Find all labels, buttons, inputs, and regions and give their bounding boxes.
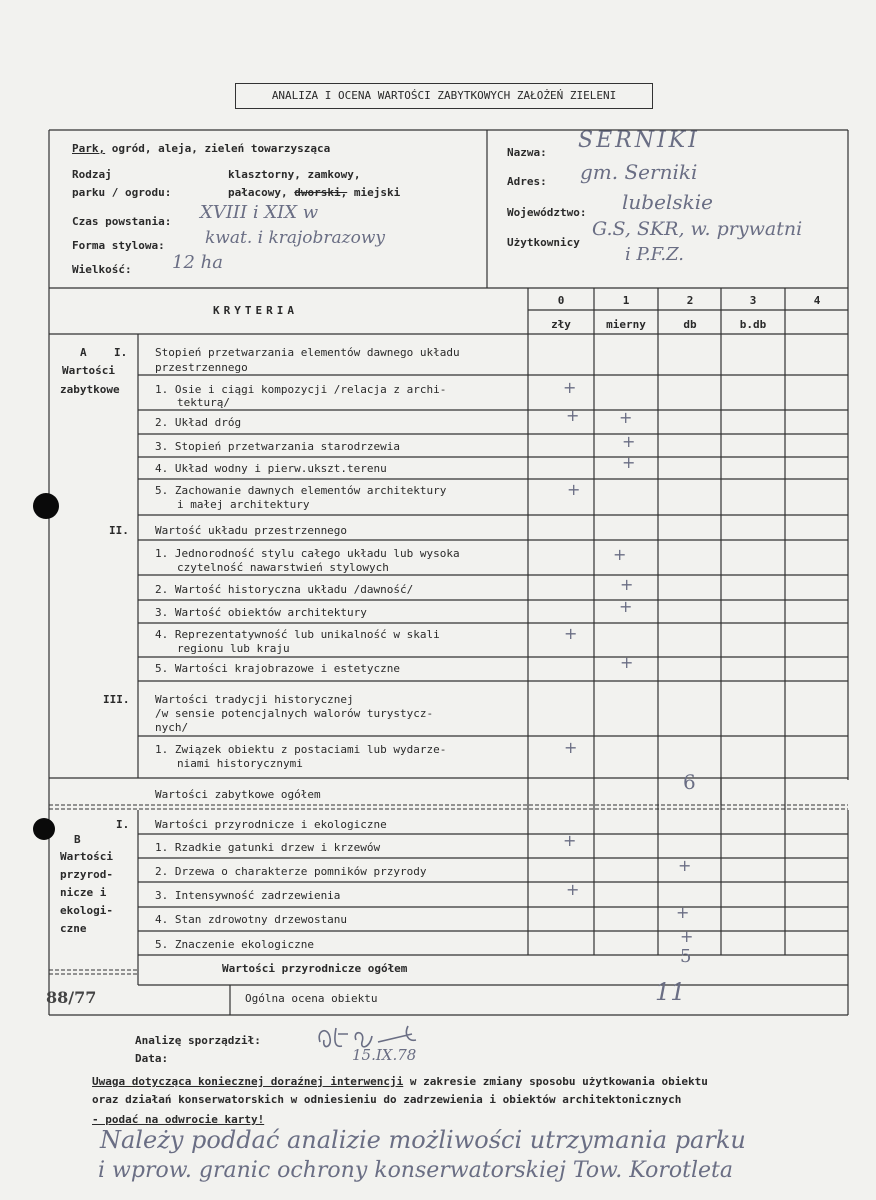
overall-value: 11 — [655, 978, 686, 1006]
adres-label: Adres: — [507, 175, 547, 188]
section-a-letter: A — [80, 346, 87, 359]
wielkosc-label: Wielkość: — [72, 263, 132, 276]
score-mark: + — [676, 903, 690, 922]
criterion-a2-1: 1. Jednorodność stylu całego układu lub wysoka — [155, 547, 460, 560]
score-mark: + — [566, 880, 580, 899]
score-mark: + — [564, 738, 578, 757]
criterion-a2-4: 4. Reprezentatywność lub unikalność w skali — [155, 628, 440, 641]
rodzaj-label-2: parku / ogrodu: — [72, 186, 172, 199]
score-mark: + — [620, 653, 634, 672]
criterion-b1-1: 1. Rzadkie gatunki drzew i krzewów — [155, 841, 381, 854]
handwritten-note-2: i wprow. granic ochrony konserwatorskiej Tow. Korotleta — [98, 1158, 733, 1183]
wielkosc-value: 12 ha — [172, 252, 223, 273]
criterion-a3-1: 1. Związek obiektu z postaciami lub wydarze- — [155, 743, 447, 756]
note-emphasis: Uwaga dotycząca koniecznej doraźnej interwencji — [92, 1075, 404, 1088]
score-mark: + — [566, 406, 580, 425]
criterion-a1-5: 5. Zachowanie dawnych elementów architektury — [155, 484, 447, 497]
rating-mierny: mierny — [606, 318, 646, 331]
date-value: 15.IX.78 — [352, 1046, 417, 1064]
date-label: Data: — [135, 1052, 169, 1065]
adres-value: gm. Serniki — [580, 160, 698, 184]
score-mark: + — [613, 545, 627, 564]
section-b-name-5: czne — [60, 922, 87, 935]
criterion-b1-5: 5. Znaczenie ekologiczne — [155, 938, 314, 951]
rodzaj-label: Rodzaj — [72, 168, 112, 181]
rodzaj-options-1: klasztorny, zamkowy, — [228, 168, 361, 181]
criterion-b1-2: 2. Drzewa o charakterze pomników przyrody — [155, 865, 427, 878]
score-mark: + — [563, 378, 577, 397]
nazwa-value: SERNIKI — [578, 128, 700, 153]
score-mark: + — [564, 624, 578, 643]
section-a-name-2: zabytkowe — [60, 383, 120, 396]
group-a1-title-2: przestrzennego — [155, 361, 248, 374]
note-line-1 — [92, 1075, 708, 1088]
nazwa-label: Nazwa: — [507, 146, 547, 159]
prepared-by-label: Analizę sporządził: — [135, 1034, 261, 1047]
overall-label: Ogólna ocena obiektu — [245, 992, 378, 1005]
total-b-value: 5 — [680, 946, 692, 967]
rodzaj-opt-palacowy: pałacowy, — [228, 186, 288, 199]
score-mark: + — [563, 831, 577, 850]
group-a2-title: Wartość układu przestrzennego — [155, 524, 348, 537]
criterion-a2-5: 5. Wartości krajobrazowe i estetyczne — [155, 662, 401, 675]
group-a3-title-3: nych/ — [155, 721, 189, 734]
form-title: ANALIZA I OCENA WARTOŚCI ZABYTKOWYCH ZAŁOŻEŃ ZIELENI — [235, 83, 653, 109]
criterion-b1-3: 3. Intensywność zadrzewienia — [155, 889, 341, 902]
group-a3-num: III. — [103, 693, 130, 706]
score-mark: + — [619, 597, 633, 616]
group-a2-num: II. — [109, 524, 129, 537]
criterion-a2-1-cont: czytelność nawarstwień stylowych — [177, 561, 389, 574]
score-mark: + — [622, 453, 636, 472]
score-1: 1 — [622, 294, 630, 307]
criterion-a1-3: 3. Stopień przetwarzania starodrzewia — [155, 440, 401, 453]
czas-value: XVIII i XIX w — [200, 202, 319, 223]
park-type-rest: ogród, aleja, zieleń towarzysząca — [111, 142, 331, 155]
kryteria-label: KRYTERIA — [213, 304, 298, 317]
forma-label: Forma stylowa: — [72, 239, 165, 252]
rating-db: db — [683, 318, 697, 331]
criterion-a1-5-cont: i małej architektury — [177, 498, 310, 511]
section-b-name-2: przyrod- — [60, 868, 113, 881]
punch-hole — [33, 818, 55, 840]
criterion-a1-4: 4. Układ wodny i pierw.ukszt.terenu — [155, 462, 387, 475]
criterion-a2-4-cont: regionu lub kraju — [177, 642, 290, 655]
criterion-a1-1: 1. Osie i ciągi kompozycji /relacja z archi- — [155, 383, 447, 396]
section-b-name-4: ekologi- — [60, 904, 113, 917]
section-b-name-3: nicze i — [60, 886, 107, 899]
group-b1-title: Wartości przyrodnicze i ekologiczne — [155, 818, 387, 831]
score-3: 3 — [749, 294, 757, 307]
side-note: 88/77 — [46, 988, 97, 1007]
criterion-a1-2: 2. Układ dróg — [155, 416, 242, 429]
note-line-2: oraz działań konserwatorskich w odniesieniu do zadrzewienia i obiektów architektonicznych — [92, 1093, 682, 1106]
park-type-line — [72, 142, 330, 155]
section-b-letter: B — [74, 833, 81, 846]
criterion-b1-4: 4. Stan zdrowotny drzewostanu — [155, 913, 348, 926]
forma-value: kwat. i krajobrazowy — [205, 228, 386, 248]
score-mark: + — [678, 856, 692, 875]
total-a-value: 6 — [683, 770, 696, 794]
score-2: 2 — [686, 294, 694, 307]
criterion-a2-2: 2. Wartość historyczna układu /dawność/ — [155, 583, 414, 596]
handwritten-note-1: Należy poddać analizie możliwości utrzymania parku — [100, 1126, 746, 1154]
note-rest: w zakresie zmiany sposobu użytkowania obiektu — [409, 1075, 708, 1088]
uzytkownicy-label: Użytkownicy — [507, 236, 580, 249]
criterion-a1-1-cont: tekturą/ — [177, 396, 230, 409]
group-a3-title-2: /w sensie potencjalnych walorów turystycz- — [155, 707, 434, 720]
score-4: 4 — [813, 294, 821, 307]
rating-zly: zły — [551, 318, 571, 331]
total-a-label: Wartości zabytkowe ogółem — [155, 788, 321, 801]
score-0: 0 — [557, 294, 565, 307]
rodzaj-opt-miejski: miejski — [353, 186, 401, 199]
punch-hole — [33, 493, 59, 519]
note-line-3: - podać na odwrocie karty! — [92, 1113, 265, 1126]
total-b-label: Wartości przyrodnicze ogółem — [222, 962, 408, 975]
section-b-num: I. — [116, 818, 130, 831]
section-a-num: I. — [114, 346, 128, 359]
score-mark: + — [680, 927, 694, 946]
criterion-a2-3: 3. Wartość obiektów architektury — [155, 606, 367, 619]
wojewodztwo-value: lubelskie — [622, 190, 713, 214]
criterion-a3-1-cont: niami historycznymi — [177, 757, 303, 770]
uzytkownicy-value-1: G.S, SKR, w. prywatni — [592, 218, 803, 240]
czas-label: Czas powstania: — [72, 215, 172, 228]
score-mark: + — [622, 432, 636, 451]
rodzaj-options-2 — [228, 186, 400, 199]
score-mark: + — [620, 575, 634, 594]
score-mark: + — [619, 408, 633, 427]
uzytkownicy-value-2: i P.F.Z. — [625, 244, 684, 265]
group-a3-title: Wartości tradycji historycznej — [155, 693, 354, 706]
park-type-selected: Park, — [72, 142, 106, 155]
section-a-name-1: Wartości — [62, 364, 115, 377]
group-a1-title: Stopień przetwarzania elementów dawnego układu — [155, 346, 460, 359]
wojewodztwo-label: Województwo: — [507, 206, 587, 219]
rating-bdb: b.db — [739, 318, 767, 331]
rodzaj-opt-dworski: dworski, — [294, 186, 348, 199]
section-b-name-1: Wartości — [60, 850, 113, 863]
score-mark: + — [567, 480, 581, 499]
